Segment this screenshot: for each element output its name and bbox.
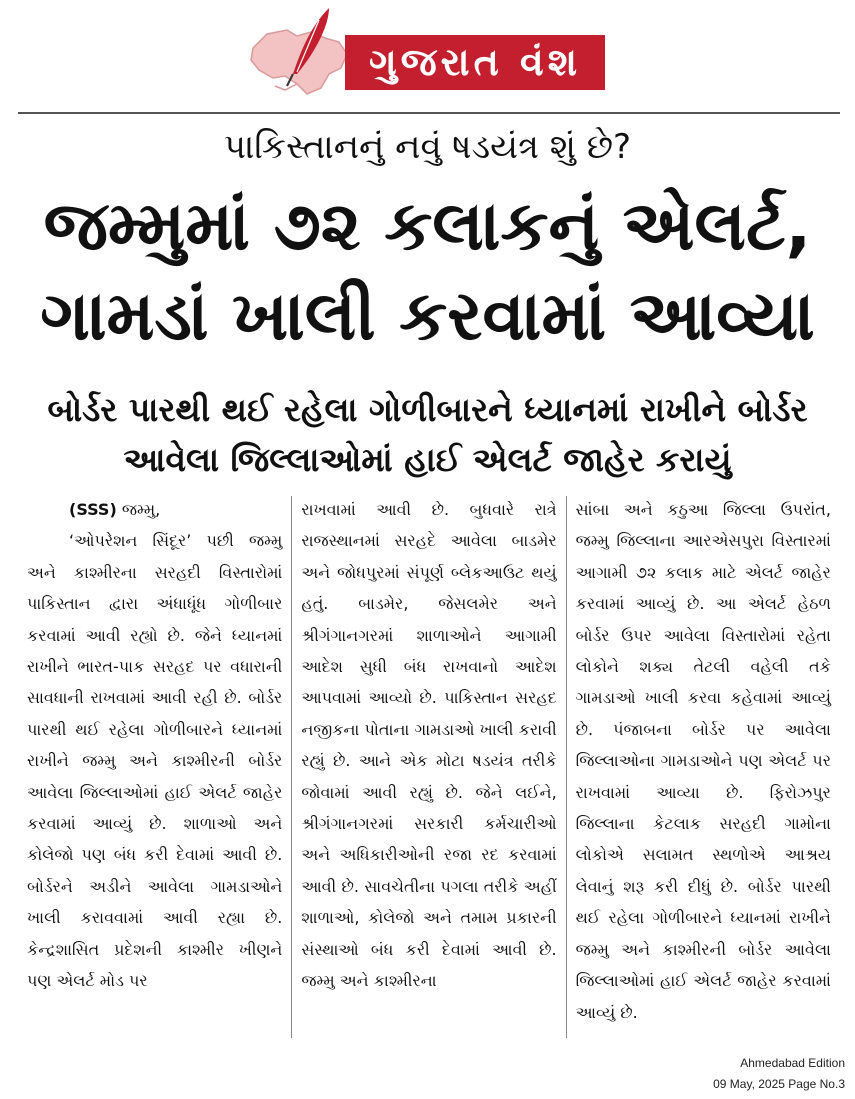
headline-line-2: ગામડાં ખાલી કરવામાં આવ્યા — [40, 277, 815, 356]
article-body — [18, 494, 840, 1038]
edition-footer — [713, 1053, 845, 1095]
dateline-place: જમ્મુ, — [116, 500, 161, 519]
brand-banner — [345, 35, 605, 90]
article-column-1 — [18, 494, 291, 1038]
edition-name: Ahmedabad Edition — [740, 1056, 845, 1070]
subhead-line-2: આવેલા જિલ્લાઓમાં હાઈ એલર્ટ જાહેર કરાયું — [123, 440, 732, 479]
dateline — [27, 494, 282, 525]
article-subheadline — [10, 385, 845, 485]
column-1-text: ‘ઓપરેશન સિંદૂર’ પછી જમ્મુ અને કાશ્મીરના સરહદી વિસ્તારોમાં પાકિસ્તાન દ્વારા અંધાધૂંધ ગોળીબાર કરવામાં આવી રહ્યો છે. જેને ધ્યાનમાં રાખીને ભારત-પાક સરહદ પર વધારાની સાવધાની રાખવામાં આવી રહી છે. બોર્ડર પારથી થઈ રહેલા ગોળીબારને ધ્યાનમાં રાખીને જમ્મુ અને કાશ્મીરની બોર્ડર આવેલા જિલ્લાઓમાં હાઈ એલર્ટ જાહેર કરવામાં આવ્યું છે. શાળાઓ અને કોલેજો પણ બંધ કરી દેવામાં આવી છે. બોર્ડરને અડીને આવેલા ગામડાઓને ખાલી કરાવવામાં આવી રહ્યા છે. કેન્દ્રશાસિત પ્રદેશની કાશ્મીર ખીણને પણ એલર્ટ મોડ પર — [27, 531, 283, 991]
masthead-divider — [18, 112, 840, 114]
dateline-tag: (SSS) — [69, 500, 117, 519]
column-3-text: સાંબા અને કઠુઆ જિલ્લા ઉપરાંત, જમ્મુ જિલ્લાના આરએસપુરા વિસ્તારમાં આગામી ૭૨ કલાક માટે એલર્ટ જાહેર કરવામાં આવ્યું છે. આ એલર્ટ હેઠળ બોર્ડર ઉપર આવેલા વિસ્તારોમાં રહેતા લોકોને શક્ય તેટલી વહેલી તકે ગામડાઓ ખાલી કરવા કહેવામાં આવ્યું છે. પંજાબના બોર્ડર પર આવેલા જિલ્લાઓના ગામડાઓને પણ એલર્ટ પર રાખવામાં આવ્યા છે. ફિરોઝપુર જિલ્લાના કેટલાક સરહદી ગામોના લોકોએ સલામત સ્થળોએ આશ્રય લેવાનું શરૂ કરી દીધું છે. બોર્ડર પારથી થઈ રહેલા ગોળીબારને ધ્યાનમાં રાખીને જમ્મુ અને કાશ્મીરની બોર્ડર આવેલા જિલ્લાઓમાં હાઈ એલર્ટ જાહેર કરવામાં આવ્યું છે. — [575, 500, 831, 1022]
article-kicker: પાકિસ્તાનનું નવું ષડયંત્ર શું છે? — [223, 127, 632, 167]
brand-name: ગુજરાત વંશ — [368, 40, 582, 84]
column-2-text: રાખવામાં આવી છે. બુધવારે રાત્રે રાજસ્થાનમાં સરહદે આવેલા બાડમેર અને જોધપુરમાં સંપૂર્ણ બ્લેકઆઉટ થયું હતું. બાડમેર, જેસલમેર અને શ્રીગંગાનગરમાં શાળાઓને આગામી આદેશ સુધી બંધ રાખવાનો આદેશ આપવામાં આવ્યો છે. પાકિસ્તાન સરહદ નજીકના પોતાના ગામડાઓ ખાલી કરાવી રહ્યું છે. આને એક મોટા ષડયંત્ર તરીકે જોવામાં આવી રહ્યું છે. જેને લઈને, શ્રીગંગાનગરમાં સરકારી કર્મચારીઓ અને અધિકારીઓની રજા રદ કરવામાં આવી છે. સાવચેતીના પગલા તરીકે અહીં શાળાઓ, કોલેજો અને તમામ પ્રકારની સંસ્થાઓ બંધ કરી દેવામાં આવી છે. જમ્મુ અને કાશ્મીરના — [301, 500, 557, 991]
headline-line-1: જમ્મુમાં ૭૨ કલાકનું એલર્ટ, — [43, 187, 812, 266]
subhead-line-1: બોર્ડર પારથી થઈ રહેલા ગોળીબારને ધ્યાનમાં રાખીને બોર્ડર — [47, 390, 808, 429]
edition-date-page: 09 May, 2025 Page No.3 — [713, 1077, 845, 1091]
article-column-2 — [292, 494, 565, 1038]
article-column-3 — [567, 494, 840, 1038]
article-headline — [10, 182, 845, 362]
masthead — [245, 4, 610, 100]
